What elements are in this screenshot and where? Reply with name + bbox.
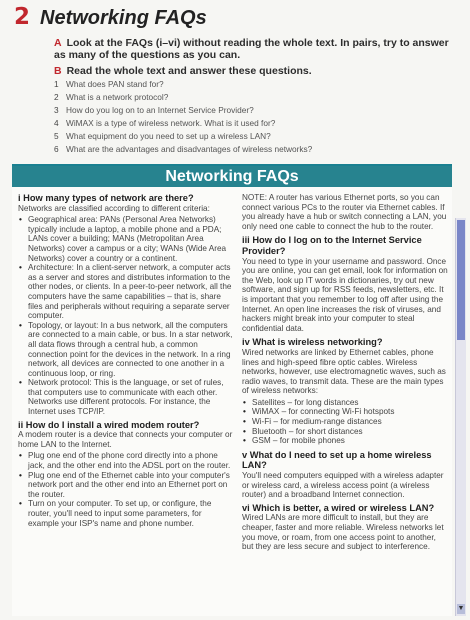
wireless-type-list — [242, 398, 448, 446]
bullet-step: • Turn on your computer. To set up, or configure, the router, you'll need to input some parameters, for example your ISP's name and phone number. — [18, 499, 233, 528]
faq-text: A modem router is a device that connects your computer or home LAN to the Internet. — [18, 430, 233, 449]
faq-heading-iv: iv What is wireless networking? — [242, 337, 383, 348]
bullet-architecture: • Architecture: In a client-server network, a computer acts as a server and stores and distributes information to the other nodes, or clients. In a peer-to-peer network, all the computers have the same capabilities – that is, share files and peripherals without requiring a separate server computer. — [18, 263, 233, 321]
wireless-type-item: • Satellites – for long distances — [242, 398, 448, 408]
wireless-type-item: • WiMAX – for connecting Wi-Fi hotspots — [242, 407, 448, 417]
faq-left-column — [18, 193, 233, 528]
unit-number: 2 — [14, 4, 31, 30]
bullet-step: • Plug one end of the Ethernet cable into your computer's network port and the other end into an Ethernet port on the router. — [18, 471, 233, 500]
faq-heading-i: i How many types of network are there? — [18, 193, 194, 203]
faq-note: NOTE: A router has various Ethernet ports, so you can connect various PCs to the router via Ethernet cables. If you already have a hub or switch connecting a LAN, you only need one cable to connect the hub to the router. — [242, 193, 447, 231]
bullet-topology: • Topology, or layout: In a bus network, all the computers are connected to a main cable, or bus. In a star network, all data flows through a central hub, a common connection point for the devices in the network. In a ring network, all devices are connected to one another in a continuous loop, or ring. — [18, 321, 233, 379]
question-item: 2 What is a network protocol? — [54, 91, 169, 102]
question-item: 1 What does PAN stand for? — [54, 79, 164, 89]
question-item: 3 How do you log on to an Internet Service Provider? — [54, 104, 254, 115]
faq-heading-ii: ii How do I install a wired modem router? — [18, 419, 200, 430]
faq-text: Wired LANs are more difficult to install, but they are cheaper, faster and more reliable. Wireless networks let you move, or roam, from one access point to another, but they are less secure and subject to interference. — [242, 513, 444, 552]
wireless-type-item: • Wi-Fi – for medium-range distances — [242, 417, 448, 427]
wireless-type-item: • GSM – for mobile phones — [242, 436, 448, 446]
faq-right-column — [242, 193, 448, 554]
task-a — [54, 37, 454, 61]
bullet-list — [18, 215, 233, 416]
faq-heading-v: v What do I need to set up a home wireless LAN? — [242, 449, 432, 471]
faq-banner: Networking FAQs — [12, 166, 452, 187]
question-list — [54, 78, 312, 155]
task-a-letter: A — [54, 37, 62, 49]
vertical-scrollbar[interactable] — [455, 218, 466, 616]
bullet-network-protocol: • Network protocol: This is the language, or set of rules, that computers use to communicate with each other. Networks use different protocols. For instance, the Internet uses TCP/IP. — [18, 378, 233, 416]
page-header — [14, 4, 207, 30]
page-title: Networking FAQs — [40, 7, 207, 29]
wireless-type-item: • Bluetooth – for short distances — [242, 427, 448, 437]
faq-heading-vi: vi Which is better, a wired or wireless LAN? — [242, 502, 435, 513]
scrollbar-thumb[interactable] — [457, 220, 465, 340]
task-b-letter: B — [54, 65, 62, 77]
task-b-text: Read the whole text and answer these questions. — [66, 65, 312, 77]
faq-text: You need to type in your username and password. Once you are online, you can get email, look for information on the Web, look up IT words in dictionaries, try out new software, and sign up for RSS feeds, newsletters, etc. It is important that you remember to log off after using the Internet. An open line increases the risk of viruses, and hackers might break into your computer to steal confidential data. — [242, 256, 448, 333]
question-item: 4 WiMAX is a type of wireless network. What is it used for? — [54, 117, 276, 128]
bullet-step: • Plug one end of the phone cord directly into a phone jack, and the other end into the ADSL port on the router. — [18, 451, 233, 470]
scroll-down-icon[interactable]: ▼ — [457, 605, 465, 612]
faq-text: You'll need computers equipped with a wireless adapter or wireless card, a wireless access point (a wireless router) and a broadband Internet connection. — [242, 471, 444, 500]
question-item: 5 What equipment do you need to set up a wireless LAN? — [54, 130, 271, 141]
faq-text: Wired networks are linked by Ethernet cables, phone lines and high-speed fibre optic cables. Wireless networks, however, use electromagnetic waves, such as radio waves, to transmit data. These are the main types of wireless networks: — [242, 347, 446, 396]
faq-heading-iii: iii How do I log on to the Internet Service Provider? — [242, 235, 422, 256]
faq-text: Networks are classified according to different criteria: — [18, 203, 210, 213]
task-a-text: Look at the FAQs (i–vi) without reading the whole text. In pairs, try to answer as many of the questions as you can. — [54, 37, 449, 61]
task-b — [54, 65, 454, 77]
bullet-geographical-area: • Geographical area: PANs (Personal Area Networks) typically include a laptop, a mobile phone and a PDA; LANs cover a building; MANs (Metropolitan Area Networks) cover a campus or a city; WANs (Wide Area Networks) cover a country or a continent. — [18, 215, 233, 263]
faq-panel — [12, 164, 452, 616]
bullet-list — [18, 451, 233, 528]
question-item: 6 What are the advantages and disadvantages of wireless networks? — [54, 143, 313, 154]
